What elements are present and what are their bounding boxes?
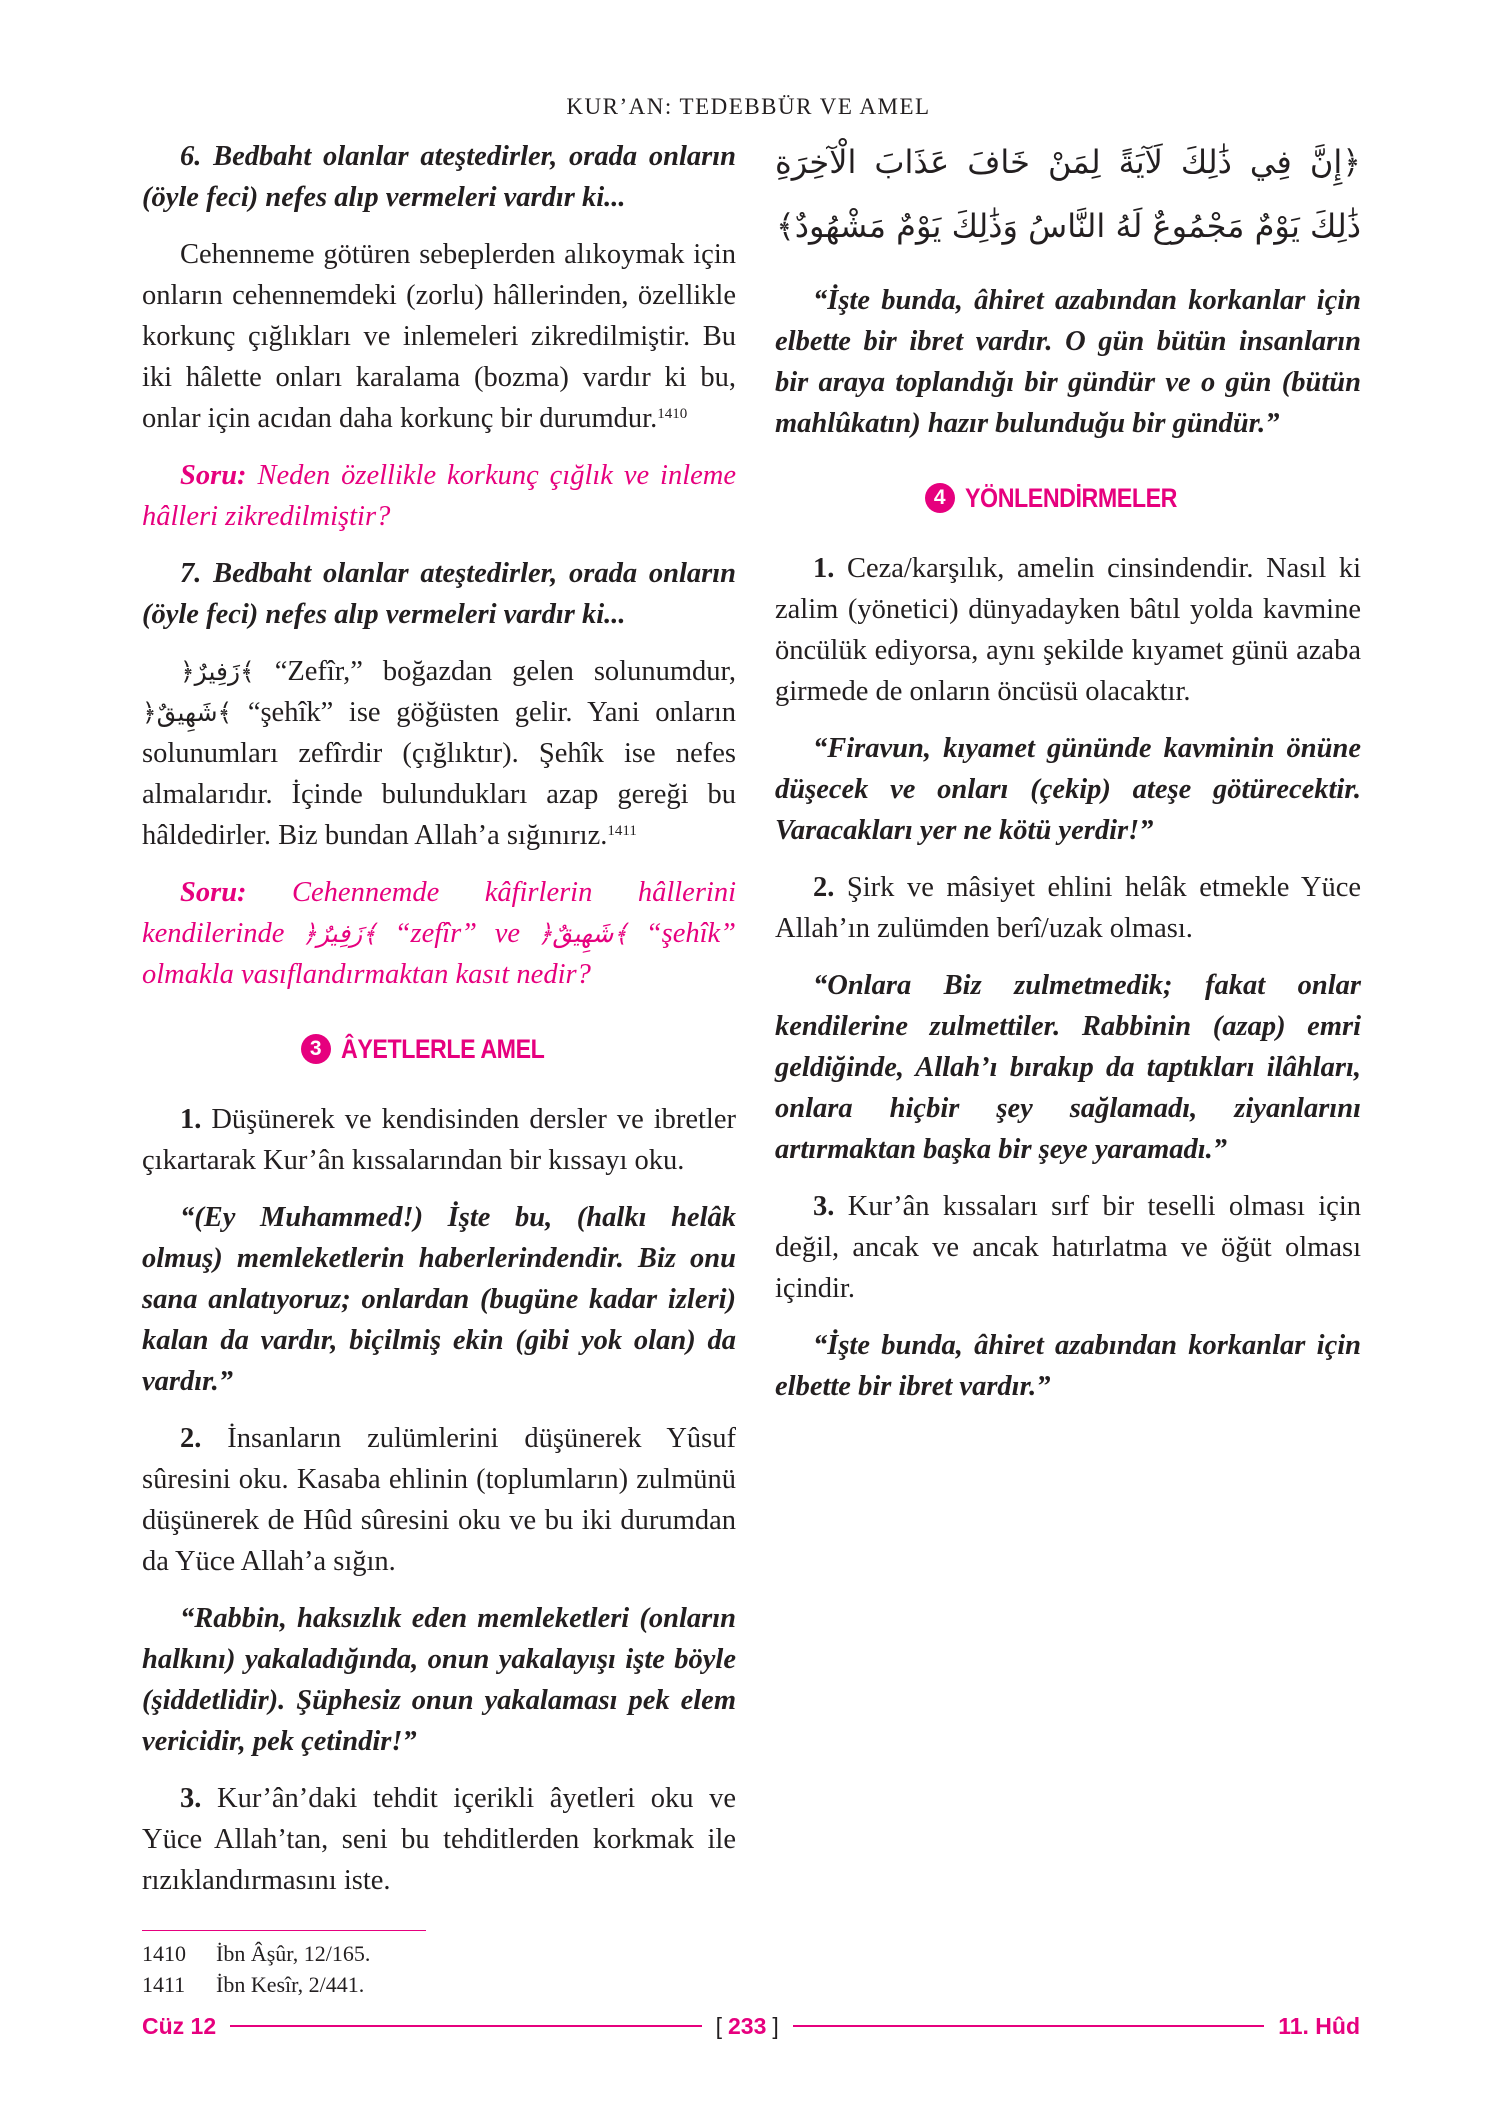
- running-header: KUR’AN: TEDEBBÜR VE AMEL: [566, 94, 931, 119]
- heading-6: [142, 136, 736, 218]
- amel-item-2-number: 2.: [180, 1423, 202, 1454]
- guidance-item-2-number: 2.: [813, 872, 835, 903]
- footnote-ref-1411[interactable]: 1411: [607, 823, 637, 839]
- arabic-sehik: ﴿شَهِيقٌ﴾: [142, 698, 233, 727]
- question-2-text-1: Cehennemde kâfirlerin hâllerini kendilerinde: [142, 877, 736, 949]
- footnote-divider: [142, 1930, 426, 1931]
- section-title: YÖNLENDİRMELER: [964, 482, 1177, 513]
- footnotes: [142, 1938, 370, 2000]
- amel-item-3-text: Kur’ân’daki tehdit içerikli âyetleri oku ve Yüce Allah’tan, seni bu tehditlerden korkmak ile rızıklandırmasını iste.: [142, 1783, 737, 1896]
- footnote-text: İbn Âşûr, 12/165.: [216, 1941, 371, 1966]
- question-2: [142, 872, 736, 995]
- paragraph-zefir-sehik: [142, 651, 736, 856]
- guidance-item-1: [775, 548, 1361, 712]
- section-number-badge: 4: [925, 483, 955, 513]
- section-heading-3: [142, 1029, 736, 1069]
- heading-7: [142, 553, 736, 635]
- heading-6-text: Bedbaht olanlar ateştedirler, orada onların (öyle feci) nefes alıp vermeleri vardır ki...: [142, 141, 736, 213]
- question-1-text: Neden özellikle korkunç çığlık ve inleme hâlleri zikredilmiştir?: [142, 460, 736, 532]
- paragraph-explanation: [142, 234, 736, 439]
- right-column: [775, 136, 1361, 1423]
- guidance-item-2-quote: “Onlara Biz zulmetmedik; fakat onlar kendilerine zulmettiler. Rabbinin (azap) emri geldiğinde, Allah’ı bırakıp da taptıkları ilâhları, onlara hiçbir şey sağlamadı, ziyanlarını artırmaktan başka bir şeye yaramadı.”: [775, 970, 1361, 1165]
- guidance-item-3-number: 3.: [813, 1191, 835, 1222]
- footer-juz: Cüz 12: [142, 2012, 217, 2039]
- section-number-badge: 3: [301, 1034, 331, 1064]
- question-1-lead: Soru:: [180, 460, 247, 491]
- amel-item-2: [142, 1418, 736, 1582]
- page-bracket-close: ]: [772, 2012, 779, 2039]
- footnote-ref-1410[interactable]: 1410: [657, 406, 688, 422]
- footnote-number: 1411: [142, 1972, 186, 1997]
- page-bracket-open: [: [715, 2012, 722, 2039]
- verse-translation: “İşte bunda, âhiret azabından korkanlar için elbette bir ibret vardır. O gün bütün insanların bir araya toplandığı bir gündür ve o gün (bütün mahlûkatın) hazır bulunduğu bir gündür.”: [775, 285, 1361, 439]
- guidance-item-2-text: Şirk ve mâsiyet ehlini helâk etmekle Yüce Allah’ın zulümden berî/uzak olması.: [775, 872, 1362, 944]
- question-2-lead: Soru:: [180, 877, 247, 908]
- footer-surah: 11. Hûd: [1278, 2012, 1361, 2039]
- heading-7-number: 7.: [180, 558, 202, 589]
- guidance-item-1-text: Ceza/karşılık, amelin cinsindendir. Nasıl ki zalim (yönetici) dünyadayken bâtıl yolda kavmine öncülük ediyorsa, aynı şekilde kıyamet günü azaba girmede de onların öncüsü olacaktır.: [775, 553, 1361, 707]
- arabic-sehik: ﴿شَهِيقٌ﴾: [537, 919, 628, 948]
- footnote-text: İbn Kesîr, 2/441.: [216, 1972, 365, 1997]
- amel-item-1-quote: “(Ey Muhammed!) İşte bu, (halkı helâk olmuş) memleketlerin haberlerindendir. Biz onu sana anlatıyoruz; onlardan (bugüne kadar izleri) kalan da vardır, biçilmiş ekin (gibi yok olan) da vardır.”: [142, 1202, 736, 1397]
- heading-6-number: 6.: [180, 141, 202, 172]
- guidance-item-3: [775, 1186, 1361, 1309]
- left-column: [142, 136, 736, 1917]
- amel-item-3-number: 3.: [180, 1783, 202, 1814]
- section-heading-4: [775, 478, 1361, 518]
- section-title: ÂYETLERLE AMEL: [340, 1033, 545, 1064]
- footer-rule-left: [230, 2025, 701, 2027]
- guidance-item-3-text: Kur’ân kıssaları sırf bir teselli olması için değil, ancak ve ancak hatırlatma ve öğüt olması içindir.: [775, 1191, 1362, 1304]
- page-number: 233: [727, 2012, 767, 2039]
- question-2-text-2: “zefîr” ve: [376, 918, 538, 949]
- footnote: [142, 1969, 370, 2000]
- footnote-number: 1410: [142, 1941, 186, 1966]
- paragraph-explanation-text: Cehenneme götüren sebeplerden alıkoymak için onların cehennemdeki (zorlu) hâllerinden, özellikle korkunç çığlıkları ve inlemeleri zikredilmiştir. Bu iki hâlette onları karalama (bozma) vardır ki bu, onlar için acıdan daha korkunç bir durumdur.: [142, 239, 736, 434]
- paragraph-zefir-text-2: “şehîk” ise göğüsten gelir. Yani onların solunumları zefîrdir (çığlıktır). Şehîk ise nefes almalarıdır. İçinde bulundukları azap gereği bu hâldedirler. Biz bundan Allah’a sığınırız.: [142, 697, 736, 851]
- footer-rule-right: [793, 2025, 1264, 2027]
- amel-item-2-quote: “Rabbin, haksızlık eden memleketleri (onların halkını) yakaladığında, onun yakalayışı işte böyle (şiddetlidir). Şüphesiz onun yakalaması pek elem vericidir, pek çetindir!”: [142, 1603, 736, 1757]
- amel-item-2-text: İnsanların zulümlerini düşünerek Yûsuf sûresini oku. Kasaba ehlinin (toplumların) zulmünü düşünerek de Hûd sûresini oku ve bu iki durumdan da Yüce Allah’a sığın.: [142, 1423, 737, 1577]
- arabic-zefir: ﴿زَفِيرٌ﴾: [180, 657, 255, 686]
- heading-7-text: Bedbaht olanlar ateştedirler, orada onların (öyle feci) nefes alıp vermeleri vardır ki...: [142, 558, 736, 630]
- footnote: [142, 1938, 370, 1969]
- arabic-zefir: ﴿زَفِيرٌ﴾: [302, 919, 377, 948]
- amel-item-3: [142, 1778, 736, 1901]
- guidance-item-2: [775, 867, 1361, 949]
- question-2-text-3: “şehîk” olmakla vasıflandırmaktan kasıt nedir?: [142, 918, 737, 990]
- guidance-item-3-quote: “İşte bunda, âhiret azabından korkanlar için elbette bir ibret vardır.”: [775, 1330, 1361, 1402]
- amel-item-1-number: 1.: [180, 1104, 202, 1135]
- amel-item-1-text: Düşünerek ve kendisinden dersler ve ibretler çıkartarak Kur’ân kıssalarından bir kıssayı oku.: [142, 1104, 736, 1176]
- paragraph-zefir-text-1: “Zefîr,” boğazdan gelen solunumdur,: [254, 656, 736, 687]
- question-1: [142, 455, 736, 537]
- arabic-verse: ﴿إِنَّ فِي ذَٰلِكَ لَآيَةً لِمَنْ خَافَ عَذَابَ الْآخِرَةِ ذَٰلِكَ يَوْمٌ مَجْمُوعٌ لَهُ النَّاسُ وَذَٰلِكَ يَوْمٌ مَشْهُودٌ﴾: [775, 143, 1361, 245]
- guidance-item-1-quote: “Firavun, kıyamet gününde kavminin önüne düşecek ve onları (çekip) ateşe götürecektir. Varacakları yer ne kötü yerdir!”: [775, 733, 1361, 846]
- page-number-block: [716, 2013, 779, 2040]
- page-footer: [142, 2008, 1360, 2044]
- amel-item-1: [142, 1099, 736, 1181]
- guidance-item-1-number: 1.: [813, 553, 835, 584]
